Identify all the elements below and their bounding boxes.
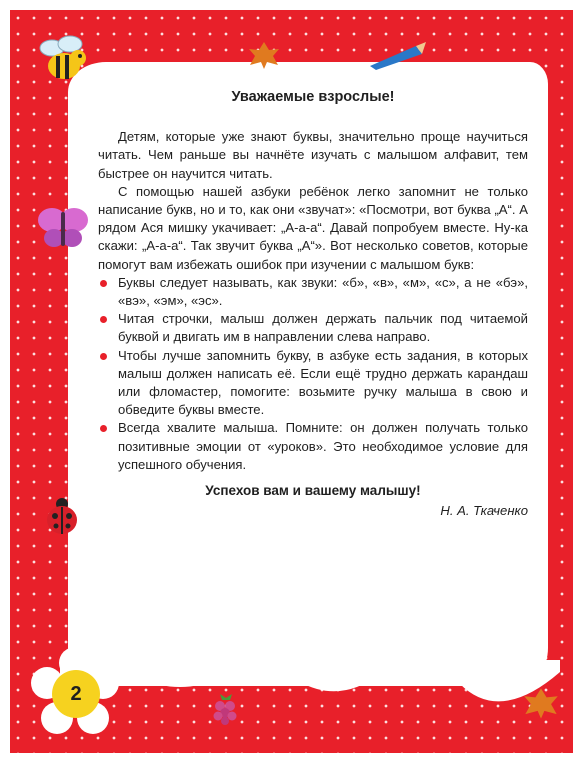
list-item — [98, 274, 528, 310]
bullet-dot — [100, 353, 107, 360]
raspberry-icon — [208, 690, 244, 726]
autumn-leaf-icon — [247, 40, 281, 70]
bullet-dot — [100, 280, 107, 287]
list-item — [98, 419, 528, 474]
author-signature: Н. А. Ткаченко — [440, 503, 528, 519]
tip-text: Чтобы лучше запомнить букву, в азбуке есть задания, в которых малыш должен написать её. Если ещё трудно держать карандаш или фломастер, помогите: возьмите ручку малыша в свою и обведите буквы вместе. — [118, 347, 528, 418]
bullet-dot — [100, 316, 107, 323]
tip-text: Всегда хвалите малыша. Помните: он должен получать только позитивные эмоции от «уроков». Это необходимое условие для успешного обучения. — [118, 420, 528, 472]
bullet-dot — [100, 425, 107, 432]
pencil-icon — [368, 40, 428, 70]
tips-list — [98, 274, 528, 474]
list-item — [98, 347, 528, 420]
paragraph-method: С помощью нашей азбуки ребёнок легко запомнит не только написание букв, но и то, как они «звучат»: «Посмотри, вот буква „А“. А рядом Ася мишку укачивает: „А-а-а“. Давай попробуем вместе. Ну-ка скажи: „А-а-а“. Так звучит буква „А“». Вот несколько советов, которые помогут вам избежать ошибок при изучении с малышом букв: — [98, 183, 528, 272]
ladybug-icon — [44, 496, 80, 536]
autumn-leaf-icon — [522, 686, 560, 720]
page-title: Уважаемые взрослые! — [231, 89, 395, 105]
letter-content — [98, 88, 528, 520]
paragraph-intro: Детям, которые уже знают буквы, значительно проще научиться читать. Чем раньше вы начнёте изучать с малышом алфавит, тем быстрее он научится читать. — [98, 129, 528, 181]
tip-text: Буквы следует называть, как звуки: «б», «в», «м», «с», а не «бэ», «вэ», «эм», «эс». — [118, 274, 528, 309]
butterfly-icon — [36, 204, 90, 252]
bee-icon — [34, 30, 92, 86]
list-item — [98, 310, 528, 346]
closing-line: Успехов вам и вашему малышу! — [205, 483, 421, 499]
page-number-badge: 2 — [52, 670, 100, 718]
tip-text: Читая строчки, малыш должен держать пальчик под читаемой буквой и двигать им в направлении слева направо. — [118, 311, 528, 345]
